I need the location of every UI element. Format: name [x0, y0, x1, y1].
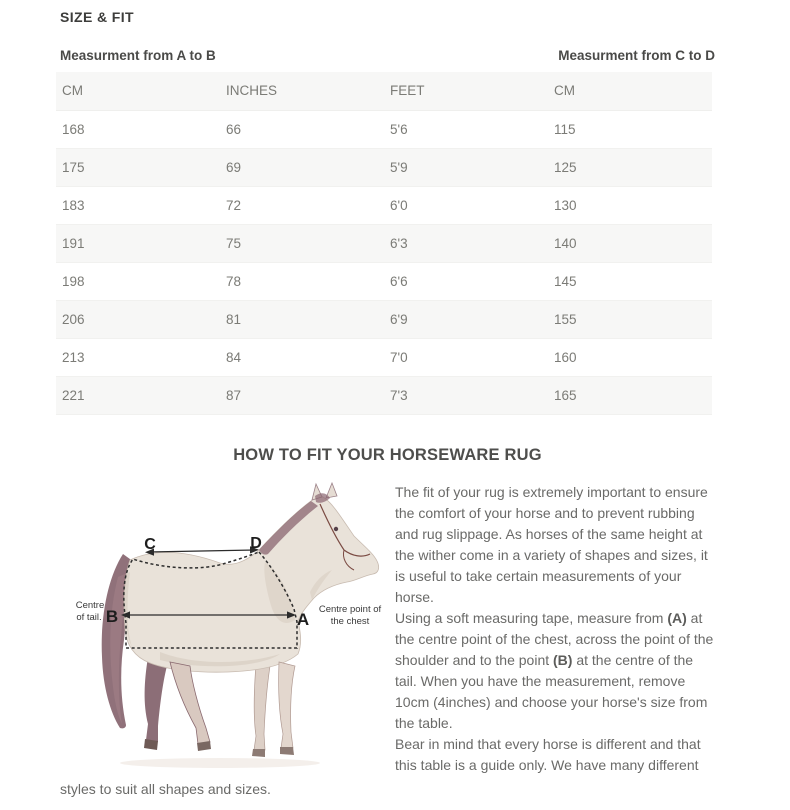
fit-paragraph-1-text: The fit of your rug is extremely important to ensure the comfort of your horse and to prevent rubbing and rug slippage. As horses of the same height at the wither come in a variety of shapes and sizes, it is useful to take certain measurements of your horse.	[395, 483, 708, 605]
table-cell: 5'6	[390, 121, 408, 137]
table-cell: 7'3	[390, 387, 408, 403]
point-b-reference: (B)	[553, 651, 573, 668]
fit-paragraph-3-text: Bear in mind that every horse is different and that this table is a guide only. We have many different	[395, 735, 701, 773]
diagram-label-b: B	[105, 606, 119, 626]
centre-point-chest-label-line1: Centre point of	[318, 603, 382, 615]
table-cell: 6'3	[390, 235, 408, 251]
column-header: CM	[56, 72, 220, 110]
table-cell: 7'0	[390, 349, 408, 365]
table-row	[56, 262, 712, 300]
centre-point-chest-label-line2: the chest	[330, 615, 370, 627]
horse-hind-leg-near	[170, 662, 210, 744]
table-cell: 206	[62, 311, 85, 327]
table-cell: 81	[226, 311, 242, 327]
horse-front-leg-near	[279, 662, 295, 748]
table-cell: 6'6	[390, 273, 408, 289]
point-a-reference: (A)	[667, 609, 687, 626]
table-cell: 125	[554, 159, 577, 175]
size-table-header-row	[56, 72, 712, 110]
fit-paragraph-2-part1: Using a soft measuring tape, measure from	[395, 609, 668, 626]
table-row	[56, 110, 712, 148]
fit-paragraph-2-part3: at the centre of the tail. When you have the measurement, remove 10cm (4inches) and choose your horse's size from the table.	[395, 651, 708, 731]
table-cell: 115	[554, 121, 576, 137]
horse-hind-leg-far	[145, 657, 168, 742]
column-header: INCHES	[220, 72, 384, 110]
horse-diagram-image	[60, 482, 395, 774]
table-row	[56, 338, 712, 376]
centre-of-tail-label-line2: of tail.	[76, 611, 102, 623]
table-row	[56, 376, 712, 414]
fit-paragraph-3-wrap-line: styles to suit all shapes and sizes.	[60, 780, 271, 797]
table-row	[56, 186, 712, 224]
table-row	[56, 148, 712, 186]
page-title: SIZE & FIT	[60, 9, 134, 25]
group-header-a-to-b: Measurment from A to B	[60, 48, 216, 63]
size-table-body	[56, 110, 712, 414]
table-cell: 72	[226, 197, 242, 213]
table-cell: 155	[554, 311, 577, 327]
horse-eye	[334, 526, 338, 530]
horse-fit-diagram	[60, 482, 395, 774]
size-table-header	[56, 72, 712, 110]
column-header: CM	[548, 72, 712, 110]
table-cell: 6'9	[390, 311, 408, 327]
table-cell: 183	[62, 197, 85, 213]
horse-body	[124, 496, 379, 672]
arrow-c-d	[148, 550, 256, 552]
table-cell: 69	[226, 159, 242, 175]
table-cell: 140	[554, 235, 577, 251]
centre-of-tail-label-line1: Centre	[75, 599, 105, 611]
ground-shadow	[120, 758, 320, 768]
horse-hoof	[252, 749, 265, 757]
table-cell: 175	[62, 159, 85, 175]
diagram-label-c: C	[144, 535, 156, 553]
fit-section-heading: HOW TO FIT YOUR HORSEWARE RUG	[233, 445, 542, 464]
table-cell: 168	[62, 121, 85, 137]
table-cell: 6'0	[390, 197, 408, 213]
table-cell: 165	[554, 387, 577, 403]
column-header: FEET	[384, 72, 548, 110]
table-cell: 221	[62, 387, 85, 403]
table-cell: 84	[226, 349, 242, 365]
fit-section-body	[60, 482, 715, 800]
measurement-group-headers	[60, 48, 715, 63]
fit-paragraph-2-part2: at the centre point of the chest, across the point of the shoulder and to the point	[395, 609, 714, 668]
diagram-label-d: D	[250, 534, 262, 552]
table-cell: 130	[554, 197, 577, 213]
table-cell: 75	[226, 235, 242, 251]
table-cell: 66	[226, 121, 242, 137]
table-cell: 87	[226, 387, 242, 403]
group-header-c-to-d: Measurment from C to D	[558, 48, 715, 63]
table-cell: 145	[554, 273, 577, 289]
table-cell: 198	[62, 273, 85, 289]
table-row	[56, 224, 712, 262]
table-cell: 160	[554, 349, 577, 365]
horse-front-leg-far	[254, 664, 270, 750]
horse-hoof	[280, 747, 294, 755]
table-cell: 213	[62, 349, 85, 365]
table-cell: 5'9	[390, 159, 408, 175]
size-table	[56, 72, 712, 415]
table-cell: 191	[62, 235, 85, 251]
table-cell: 78	[226, 273, 242, 289]
diagram-label-a: A	[296, 609, 310, 629]
table-row	[56, 300, 712, 338]
